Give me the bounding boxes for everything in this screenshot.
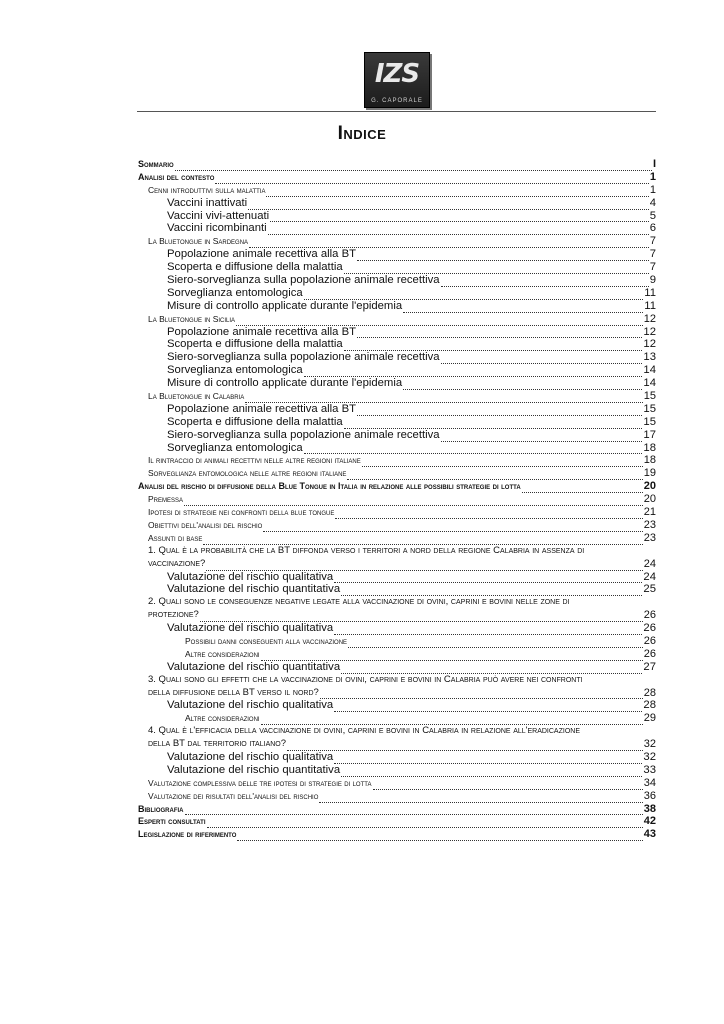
toc-entry-title: Vaccini ricombinanti	[167, 222, 267, 235]
toc-entry-title: Siero-sorveglianza sulla popolazione animale recettiva	[167, 428, 440, 441]
toc-entry[interactable]	[138, 828, 656, 841]
toc-page-number: 26	[643, 634, 656, 647]
toc-page-number: 29	[643, 712, 656, 725]
toc-page-number: 9	[649, 274, 656, 286]
toc-entry[interactable]	[148, 609, 656, 622]
toc-entry-title: Valutazione del rischio quantitativa	[167, 660, 341, 673]
toc-entry-title: Misure di controllo applicate durante l'epidemia	[167, 377, 403, 390]
toc-page-number: 7	[649, 248, 656, 261]
toc-dot-leader	[341, 586, 642, 596]
toc-dot-leader	[357, 328, 642, 338]
toc-page-number: 20	[643, 480, 656, 493]
toc-entry-title: Valutazione del rischio qualitativa	[167, 570, 334, 583]
toc-question-entry[interactable]	[138, 545, 656, 571]
toc-dot-leader	[270, 212, 649, 222]
toc-entry[interactable]	[138, 210, 656, 223]
toc-page-number: 21	[643, 506, 656, 519]
toc-page-number: 12	[643, 325, 656, 338]
toc-question-entry[interactable]	[138, 596, 656, 622]
toc-entry[interactable]	[138, 248, 656, 261]
toc-dot-leader	[341, 664, 642, 674]
toc-dot-leader	[344, 419, 643, 429]
toc-dot-leader	[304, 444, 643, 454]
toc-entry[interactable]	[138, 635, 656, 648]
toc-entry-title: Siero-sorveglianza sulla popolazione animale recettiva	[167, 351, 440, 364]
toc-dot-leader	[268, 225, 649, 235]
toc-entry[interactable]	[138, 648, 656, 661]
toc-entry-title: Assunti di base	[148, 532, 203, 543]
toc-question-text: 2. Quali sono le conseguenze negative legate alla vaccinazione di ovini, caprini e bovini nelle zone di	[148, 596, 570, 608]
toc-entry[interactable]	[138, 197, 656, 210]
toc-dot-leader	[344, 264, 649, 274]
toc-page-number: 14	[643, 377, 656, 390]
toc-dot-leader	[522, 483, 643, 493]
toc-entry-title: Sommario	[138, 158, 174, 169]
toc-entry-title: Valutazione del rischio qualitativa	[167, 699, 334, 712]
toc-dot-leader	[334, 573, 642, 583]
toc-dot-leader	[344, 341, 643, 351]
toc-entry-title: Siero-sorveglianza sulla popolazione animale recettiva	[167, 274, 440, 286]
toc-entry[interactable]	[138, 313, 656, 326]
toc-page-number: 28	[643, 699, 656, 712]
toc-page-number: 24	[643, 570, 656, 583]
toc-entry[interactable]	[138, 803, 656, 816]
toc-dot-leader	[248, 200, 649, 210]
toc-dot-leader	[215, 174, 648, 184]
toc-entry[interactable]	[138, 622, 656, 635]
toc-page-number: 43	[643, 828, 656, 841]
toc-entry[interactable]	[138, 454, 656, 467]
toc-entry-title: Legislazione di riferimento	[138, 829, 237, 840]
toc-entry-title: Scoperta e diffusione della malattia	[167, 415, 343, 428]
toc-dot-leader	[175, 161, 652, 171]
toc-entry-title: La Bluetongue in Sardegna	[148, 236, 249, 247]
toc-entry[interactable]	[138, 390, 656, 403]
toc-entry[interactable]	[138, 442, 656, 455]
toc-entry-title: Bibliografia	[138, 803, 184, 814]
logo-mark: IZS	[374, 59, 420, 89]
toc-page-number: 26	[643, 622, 656, 635]
toc-dot-leader	[236, 316, 643, 326]
toc-entry-title: della BT dal territorio italiano?	[148, 738, 287, 750]
toc-page-number: 4	[649, 196, 656, 209]
toc-entry-title: protezione?	[148, 609, 199, 621]
toc-entry[interactable]	[138, 377, 656, 390]
toc-page-number: 33	[643, 763, 656, 776]
toc-dot-leader	[334, 625, 642, 635]
toc-dot-leader	[319, 793, 642, 803]
toc-dot-leader	[304, 367, 643, 377]
toc-page-number: 17	[643, 428, 656, 441]
toc-dot-leader	[441, 277, 649, 287]
toc-page-number: 38	[643, 802, 656, 815]
toc-entry-title: Analisi del rischio di diffusione della Blue Tongue in Italia in relazione alle possibili strategie di lotta	[138, 481, 521, 492]
toc-dot-leader	[185, 805, 643, 815]
toc-page-number: 36	[643, 789, 656, 802]
toc-entry[interactable]	[138, 171, 656, 184]
toc-dot-leader	[441, 354, 643, 364]
toc-entry[interactable]	[138, 493, 656, 506]
toc-page-number: 19	[643, 467, 656, 480]
toc-dot-leader	[245, 393, 643, 403]
toc-entry[interactable]	[138, 790, 656, 803]
toc-dot-leader	[362, 457, 643, 467]
header-rule	[137, 111, 656, 112]
toc-entry-title: Vaccini vivi-attenuati	[167, 209, 270, 222]
toc-entry[interactable]	[138, 777, 656, 790]
toc-page-number: 26	[643, 647, 656, 660]
toc-entry-title: Popolazione animale recettiva alla BT	[167, 402, 357, 415]
toc-entry[interactable]	[138, 661, 656, 674]
toc-entry[interactable]	[138, 751, 656, 764]
toc-page-number: 7	[649, 261, 656, 274]
toc-page-number: 42	[643, 815, 656, 828]
toc-question-entry[interactable]	[138, 674, 656, 700]
toc-entry-title: Valutazione del rischio quantitativa	[167, 583, 341, 596]
toc-entry-title: Altre considerazioni	[185, 713, 260, 724]
toc-entry-title: Popolazione animale recettiva alla BT	[167, 325, 357, 338]
toc-entry[interactable]	[138, 158, 656, 171]
toc-dot-leader	[287, 741, 643, 751]
toc-page-number: 6	[649, 222, 656, 235]
toc-entry[interactable]	[138, 583, 656, 596]
toc-entry-title: Premessa	[148, 494, 184, 505]
izs-logo	[364, 52, 430, 108]
toc-dot-leader	[200, 612, 643, 622]
toc-entry[interactable]	[138, 571, 656, 584]
toc-entry[interactable]	[138, 467, 656, 480]
toc-entry[interactable]	[138, 699, 656, 712]
toc-entry[interactable]	[138, 338, 656, 351]
toc-entry-title: Valutazione dei risultati dell'analisi del rischio	[148, 790, 319, 801]
toc-page-number: 27	[643, 660, 656, 673]
toc-question-text: 3. Quali sono gli effetti che la vaccinazione di ovini, caprini e bovini in Calabria può avere nei confronti	[148, 673, 583, 685]
toc-page-number: 12	[643, 338, 656, 351]
toc-page-number: 7	[649, 235, 656, 248]
toc-page-number: 11	[644, 286, 656, 299]
toc-dot-leader	[373, 780, 643, 790]
toc-entry-title: Ipotesi di strategie nei confronti della blue tongue	[148, 507, 335, 518]
toc-entry[interactable]	[138, 261, 656, 274]
toc-entry-title: Misure di controllo applicate durante l'epidemia	[167, 299, 403, 312]
toc-entry[interactable]	[138, 364, 656, 377]
toc-entry-title: La Bluetongue in Sicilia	[148, 313, 236, 324]
toc-page-number: 18	[643, 441, 656, 454]
toc-entry-title: Sorveglianza entomologica	[167, 286, 303, 299]
toc-dot-leader	[203, 535, 642, 545]
toc-page-number: I	[652, 157, 656, 170]
toc-entry-title: vaccinazione?	[148, 557, 206, 569]
toc-page-number: 15	[643, 390, 656, 403]
toc-dot-leader	[357, 406, 642, 416]
toc-page-number: 25	[643, 583, 656, 596]
toc-page-number: 5	[649, 209, 656, 222]
table-of-contents	[138, 158, 656, 841]
toc-page-number: 15	[643, 415, 656, 428]
toc-dot-leader	[261, 651, 643, 661]
toc-dot-leader	[206, 561, 642, 571]
toc-page-number: 32	[643, 738, 656, 751]
toc-dot-leader	[207, 818, 643, 828]
toc-page-number: 1	[649, 170, 656, 183]
toc-entry-title: Vaccini inattivati	[167, 196, 248, 209]
toc-entry-title: Analisi del contesto	[138, 171, 215, 182]
toc-page-number: 26	[643, 609, 656, 622]
toc-question-text: 1. Qual è la probabilità che la BT diffonda verso i territori a nord della regione Calabria in assenza di	[148, 544, 585, 556]
toc-entry[interactable]	[138, 274, 656, 287]
toc-dot-leader	[334, 702, 642, 712]
toc-entry-title: Esperti consultati	[138, 816, 206, 827]
toc-entry[interactable]	[138, 416, 656, 429]
toc-entry[interactable]	[138, 712, 656, 725]
toc-entry-title: Valutazione del rischio qualitativa	[167, 622, 334, 635]
toc-dot-leader	[184, 496, 643, 506]
toc-entry[interactable]	[148, 558, 656, 571]
toc-entry-title: Sorveglianza entomologica	[167, 364, 303, 377]
toc-entry[interactable]	[138, 764, 656, 777]
toc-entry[interactable]	[138, 519, 656, 532]
toc-entry-title: Il rintraccio di animali recettivi nelle altre regioni italiane	[148, 455, 361, 466]
toc-entry[interactable]	[138, 532, 656, 545]
toc-entry-title: Possibili danni conseguenti alla vaccinazione	[185, 635, 348, 646]
toc-page-number: 23	[643, 531, 656, 544]
toc-entry-title: Sorveglianza entomologica	[167, 441, 303, 454]
toc-dot-leader	[263, 522, 642, 532]
toc-entry[interactable]	[138, 300, 656, 313]
toc-dot-leader	[304, 290, 644, 300]
toc-entry[interactable]	[138, 429, 656, 442]
toc-entry-title: Cenni introduttivi sulla malattia	[148, 184, 266, 195]
toc-entry[interactable]	[148, 738, 656, 751]
toc-dot-leader	[320, 689, 643, 699]
toc-entry[interactable]	[138, 222, 656, 235]
toc-dot-leader	[334, 754, 642, 764]
toc-dot-leader	[261, 715, 643, 725]
toc-entry-title: Valutazione del rischio quantitativa	[167, 763, 341, 776]
toc-entry[interactable]	[138, 287, 656, 300]
toc-entry-title: Sorveglianza entomologica nelle altre regioni italiane	[148, 468, 347, 479]
toc-page-number: 13	[643, 351, 656, 364]
toc-question-entry[interactable]	[138, 725, 656, 751]
toc-page-number: 18	[643, 454, 656, 467]
toc-page-number: 24	[643, 557, 656, 570]
toc-entry-title: Popolazione animale recettiva alla BT	[167, 248, 357, 261]
toc-page-number: 20	[643, 493, 656, 506]
toc-dot-leader	[237, 831, 642, 841]
toc-entry[interactable]	[138, 326, 656, 339]
toc-dot-leader	[403, 303, 643, 313]
toc-dot-leader	[341, 767, 642, 777]
toc-entry[interactable]	[138, 403, 656, 416]
toc-entry[interactable]	[138, 506, 656, 519]
toc-entry-title: La Bluetongue in Calabria	[148, 391, 245, 402]
toc-dot-leader	[266, 187, 648, 197]
logo-subtitle: G. CAPORALE	[371, 98, 423, 104]
toc-dot-leader	[357, 251, 649, 261]
toc-dot-leader	[335, 509, 642, 519]
toc-entry-title: Valutazione complessiva delle tre ipotesi di strategie di lotta	[148, 777, 372, 788]
toc-page-number: 14	[643, 364, 656, 377]
toc-entry-title: della diffusione della BT verso il nord?	[148, 686, 319, 698]
toc-entry-title: Scoperta e diffusione della malattia	[167, 338, 343, 351]
toc-dot-leader	[403, 380, 642, 390]
toc-entry-title: Scoperta e diffusione della malattia	[167, 261, 343, 274]
toc-page-number: 12	[643, 312, 656, 325]
toc-entry[interactable]	[148, 687, 656, 700]
toc-page-number: 1	[649, 183, 656, 196]
toc-entry-title: Altre considerazioni	[185, 648, 260, 659]
toc-entry[interactable]	[138, 184, 656, 197]
toc-dot-leader	[441, 432, 643, 442]
toc-entry[interactable]	[138, 351, 656, 364]
toc-page-number: 15	[643, 402, 656, 415]
toc-page-number: 34	[643, 776, 656, 789]
toc-dot-leader	[249, 238, 649, 248]
toc-dot-leader	[348, 638, 643, 648]
toc-page-number: 23	[643, 518, 656, 531]
toc-entry[interactable]	[138, 480, 656, 493]
toc-entry-title: Valutazione del rischio qualitativa	[167, 751, 334, 764]
toc-page-number: 32	[643, 751, 656, 764]
toc-dot-leader	[347, 470, 642, 480]
page-title: Indice	[337, 123, 387, 144]
toc-entry[interactable]	[138, 235, 656, 248]
toc-page-number: 11	[644, 299, 656, 312]
toc-question-text: 4. Qual è l'efficacia della vaccinazione di ovini, caprini e bovini in Calabria in relazione all'eradicazione	[148, 725, 580, 737]
toc-page-number: 28	[643, 686, 656, 699]
toc-entry[interactable]	[138, 815, 656, 828]
toc-entry-title: Obiettivi dell'analisi del rischio	[148, 519, 263, 530]
